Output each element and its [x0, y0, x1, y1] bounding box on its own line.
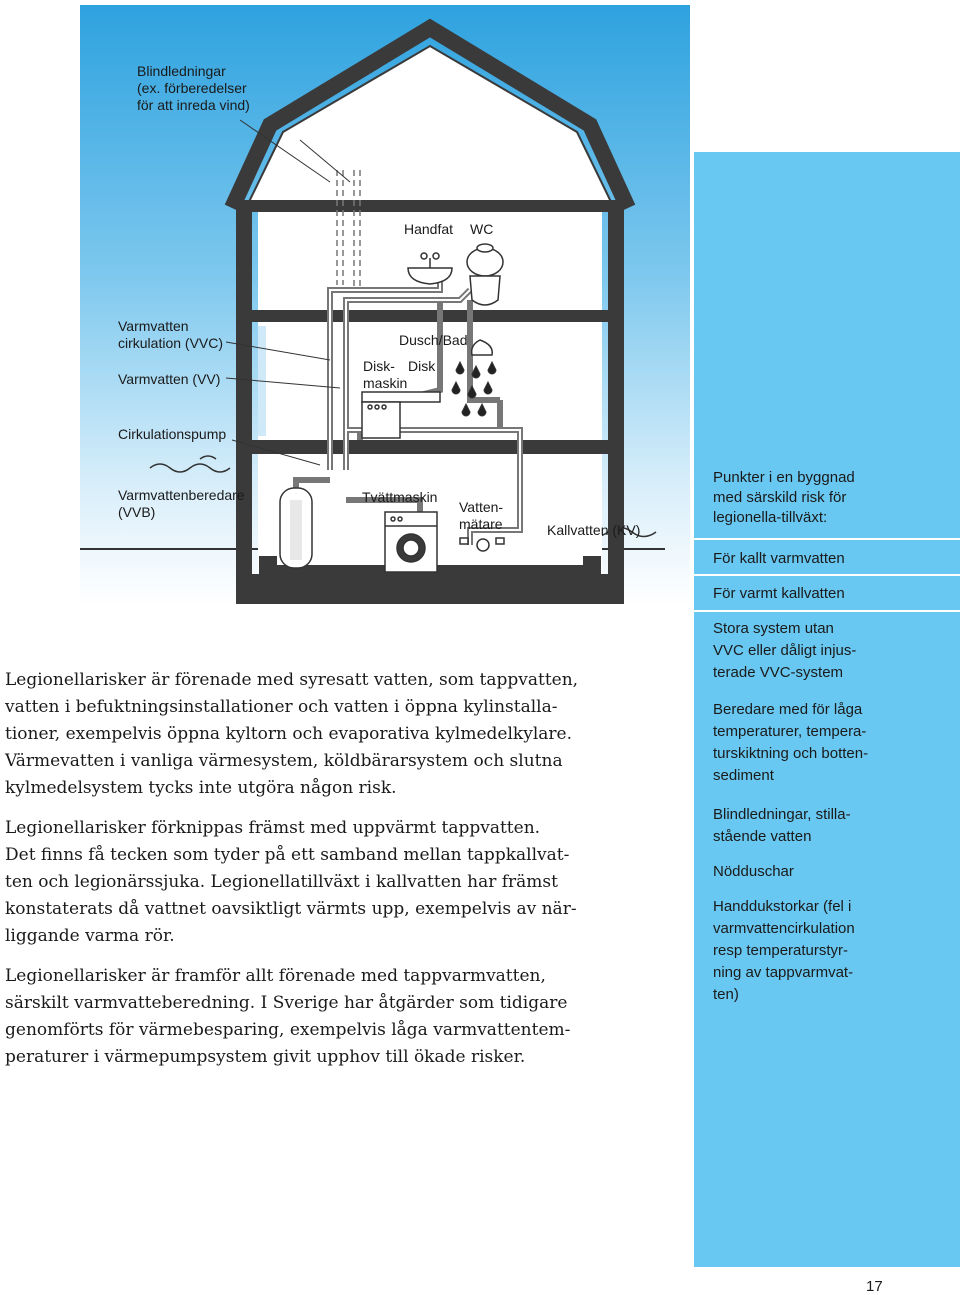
middle-floor [236, 440, 624, 454]
label-tvattmaskin: Tvättmaskin [362, 489, 438, 505]
sidebar-item-handdukstorkar: Handdukstorkar (fel i varmvattencirkulation resp temperaturstyr- ning av tappvarmvat- ten) [713, 898, 855, 1003]
label-vv: Varmvatten (VV) [118, 371, 221, 387]
sidebar-divider [694, 574, 960, 576]
label-kallvatten: Kallvatten (KV) [547, 522, 641, 538]
label-disk: Disk [408, 358, 436, 374]
sidebar-item-stora-system: Stora system utan VVC eller dåligt injus- terade VVC-system [713, 620, 857, 681]
water-heater [280, 488, 312, 568]
label-cirkulationspump: Cirkulationspump [118, 426, 227, 442]
label-wc: WC [470, 221, 494, 237]
label-dusch-bad: Dusch/Bad [399, 332, 468, 348]
paragraph-3: Legionellarisker är framför allt förenade med tappvarmvatten, särskilt varmvatteberedning. I Sverige har åtgärder som tidigare genomförts för värmebesparing, exempelvis låga varmvattentem- peraturer i värmepumpsystem givit upphov till ökade risker. [5, 966, 571, 1067]
label-vattenmatare: Vatten- mätare [459, 499, 504, 532]
sidebar-item-varmt-kallvatten: För varmt kallvatten [713, 585, 845, 602]
label-diskmaskin: Disk- maskin [363, 358, 408, 391]
sidebar-divider [694, 538, 960, 540]
label-blindledningar: Blindledningar (ex. förberedelser för att inreda vind) [137, 63, 250, 113]
washing-machine [385, 512, 437, 572]
sidebar-item-kallt-varmvatten: För kallt varmvatten [713, 550, 845, 567]
label-vvb: Varmvattenberedare (VVB) [118, 487, 245, 520]
label-vvc: Varmvatten cirkulation (VVC) [118, 318, 224, 351]
paragraph-2: Legionellarisker förknippas främst med uppvärmt tappvatten. Det finns få tecken som tyder på ett samband mellan tappkallvat- ten och legionärssjuka. Legionellatillväxt i kallvatten har främst konstaterats då vattnet oavsiktligt värmts upp, exempelvis av när- liggande varma rör. [5, 818, 577, 946]
sidebar-item-beredare: Beredare med för låga temperaturer, tempera- turskiktning och botten- sediment [713, 701, 869, 784]
wave-left [150, 464, 230, 472]
sidebar-divider [694, 610, 960, 612]
sidebar-item-blindledningar: Blindledningar, stilla- stående vatten [713, 806, 851, 845]
sidebar-heading: Punkter i en byggnad med särskild risk för legionella-tillväxt: [713, 469, 855, 526]
paragraph-1: Legionellarisker är förenade med syresatt vatten, som tappvatten, vatten i befuktningsinstallationer och vatten i öppna kylinstalla- tioner, exempelvis öppna kyltorn och evaporativa kylmedelkylare. Värmevatten i vanliga värmesystem, köldbärarsystem och slutna kylmedelsystem tycks inte utgöra någon risk. [5, 670, 579, 798]
page-number: 17 [866, 1278, 883, 1295]
right-wall [608, 200, 624, 604]
sidebar-item-nodduschar: Nödduschar [713, 863, 794, 880]
left-wall [236, 200, 252, 604]
label-handfat: Handfat [404, 221, 454, 237]
upper-floor [236, 310, 624, 322]
